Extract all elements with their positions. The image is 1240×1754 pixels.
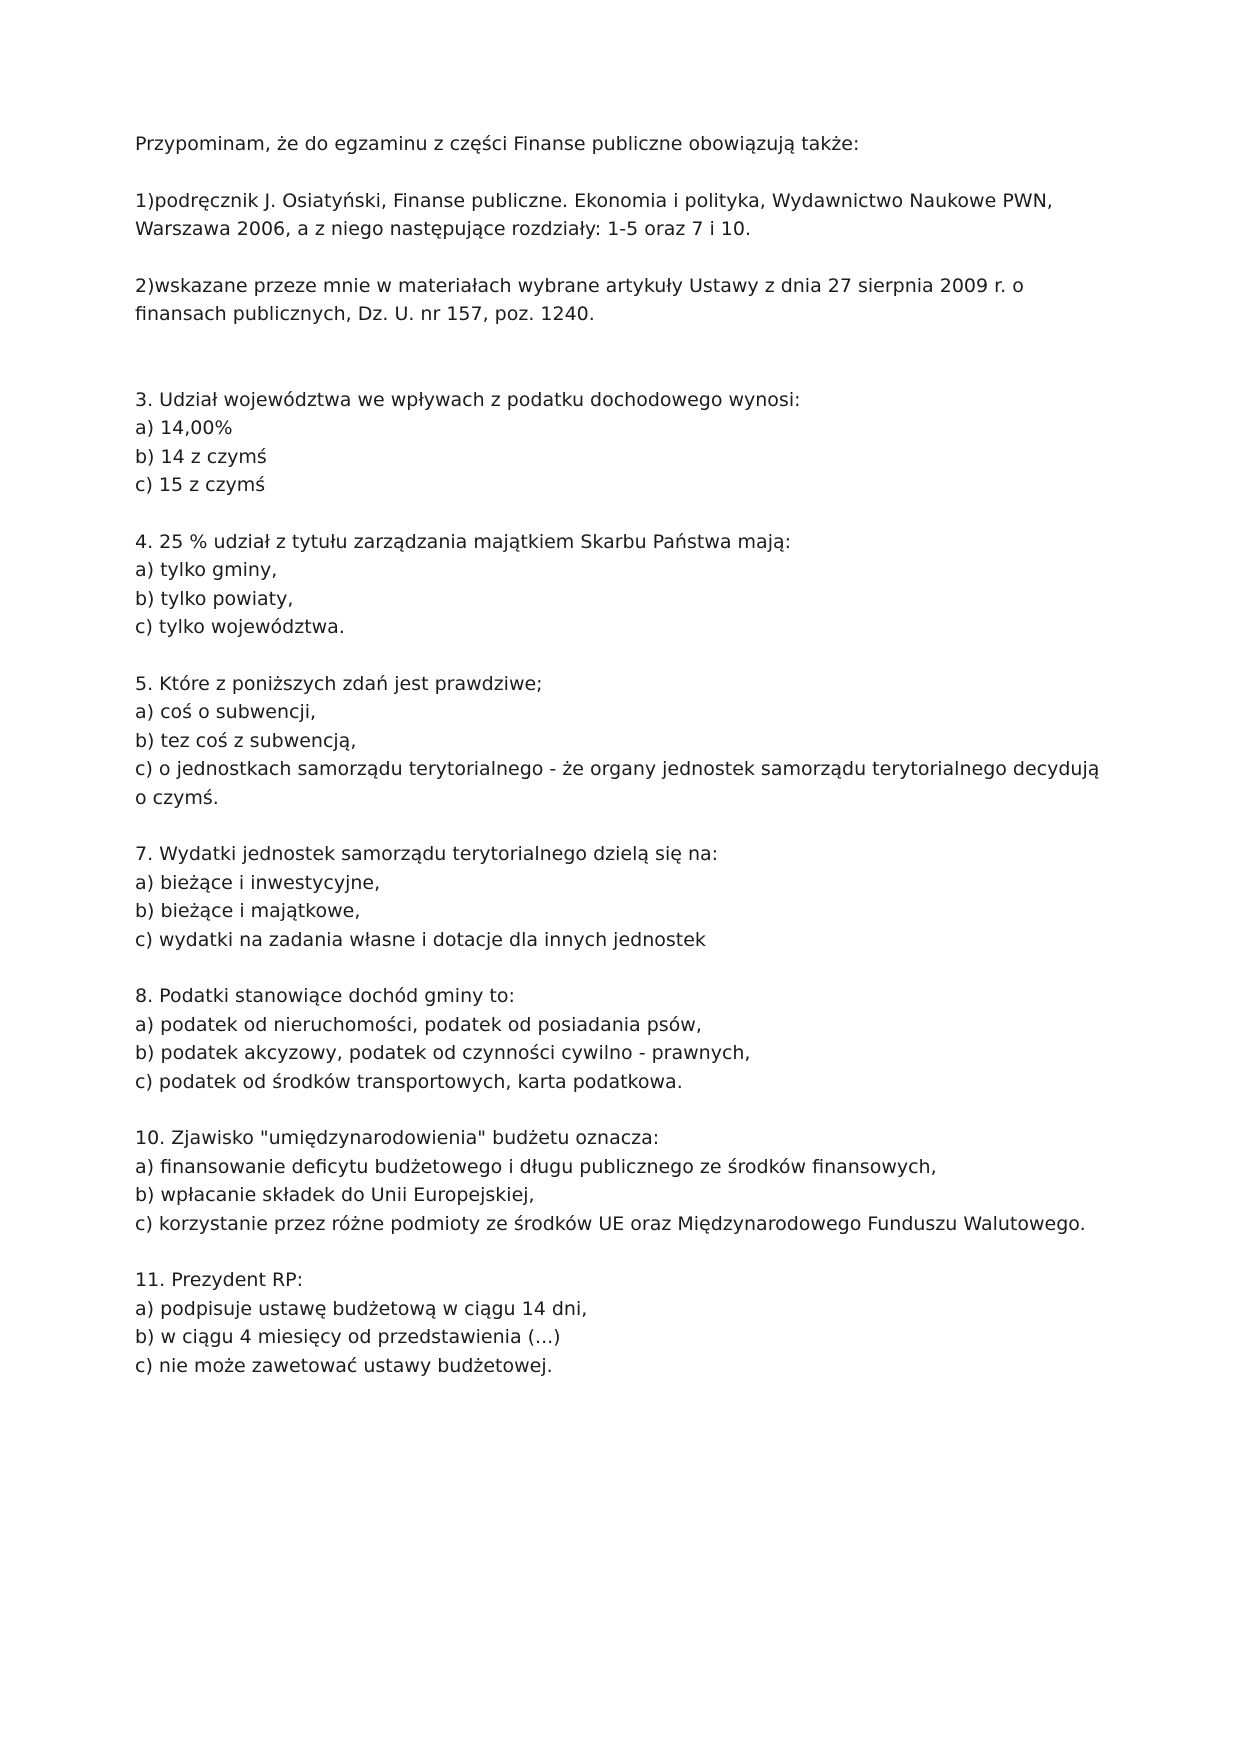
- question-option-c: c) o jednostkach samorządu terytorialnego - że organy jednostek samorządu terytorialnego decydują o czymś.: [135, 758, 1100, 809]
- question-option-c: c) 15 z czymś: [135, 474, 266, 496]
- question-option-a: a) podatek od nieruchomości, podatek od posiadania psów,: [135, 1013, 702, 1036]
- question-option-c: c) tylko województwa.: [135, 616, 345, 638]
- question-option-a: a) finansowanie deficytu budżetowego i długu publicznego ze środków finansowych,: [135, 1155, 937, 1178]
- question-option-b: b) tez coś z subwencją,: [135, 729, 357, 752]
- question-option-c: c) korzystanie przez różne podmioty ze środków UE oraz Międzynarodowego Funduszu Walutowego.: [135, 1212, 1086, 1235]
- question-5: [135, 670, 1105, 813]
- intro-paragraph: Przypominam, że do egzaminu z części Finanse publiczne obowiązują także:: [135, 133, 860, 155]
- question-text: 11. Prezydent RP:: [135, 1269, 304, 1291]
- question-option-b: b) tylko powiaty,: [135, 587, 294, 610]
- question-option-a: a) coś o subwencji,: [135, 701, 317, 723]
- question-option-a: a) bieżące i inwestycyjne,: [135, 871, 381, 894]
- question-11: [135, 1266, 1105, 1380]
- question-4: [135, 528, 1105, 642]
- question-text: 10. Zjawisko "umiędzynarodowienia" budżetu oznacza:: [135, 1127, 660, 1149]
- question-option-b: b) wpłacanie składek do Unii Europejskiej,: [135, 1184, 535, 1206]
- question-option-a: a) podpisuje ustawę budżetową w ciągu 14 dni,: [135, 1297, 588, 1320]
- question-option-b: b) podatek akcyzowy, podatek od czynności cywilno - prawnych,: [135, 1042, 751, 1064]
- question-text: 4. 25 % udział z tytułu zarządzania majątkiem Skarbu Państwa mają:: [135, 530, 792, 553]
- question-option-c: c) nie może zawetować ustawy budżetowej.: [135, 1354, 553, 1377]
- question-10: [135, 1124, 1105, 1238]
- question-option-a: a) tylko gminy,: [135, 559, 278, 581]
- question-option-b: b) w ciągu 4 miesięcy od przedstawienia (...): [135, 1326, 561, 1348]
- question-option-b: b) 14 z czymś: [135, 445, 267, 468]
- note-2: 2)wskazane przeze mnie w materiałach wybrane artykuły Ustawy z dnia 27 sierpnia 2009 r. o finansach publicznych, Dz. U. nr 157, poz. 1240.: [135, 274, 1024, 325]
- question-option-c: c) wydatki na zadania własne i dotacje dla innych jednostek: [135, 928, 706, 951]
- question-text: 8. Podatki stanowiące dochód gminy to:: [135, 985, 515, 1007]
- question-option-c: c) podatek od środków transportowych, karta podatkowa.: [135, 1070, 683, 1093]
- question-option-b: b) bieżące i majątkowe,: [135, 900, 361, 922]
- question-7: [135, 840, 1105, 954]
- question-text: 7. Wydatki jednostek samorządu terytorialnego dzielą się na:: [135, 843, 719, 865]
- question-3: [135, 386, 1105, 500]
- question-8: [135, 982, 1105, 1096]
- document-content: [135, 130, 1105, 1380]
- question-text: 3. Udział województwa we wpływach z podatku dochodowego wynosi:: [135, 388, 801, 411]
- question-option-a: a) 14,00%: [135, 417, 233, 439]
- note-1: 1)podręcznik J. Osiatyński, Finanse publiczne. Ekonomia i polityka, Wydawnictwo Naukowe PWN, Warszawa 2006, a z niego następujące rozdziały: 1-5 oraz 7 i 10.: [135, 189, 1053, 240]
- question-text: 5. Które z poniższych zdań jest prawdziwe;: [135, 672, 543, 695]
